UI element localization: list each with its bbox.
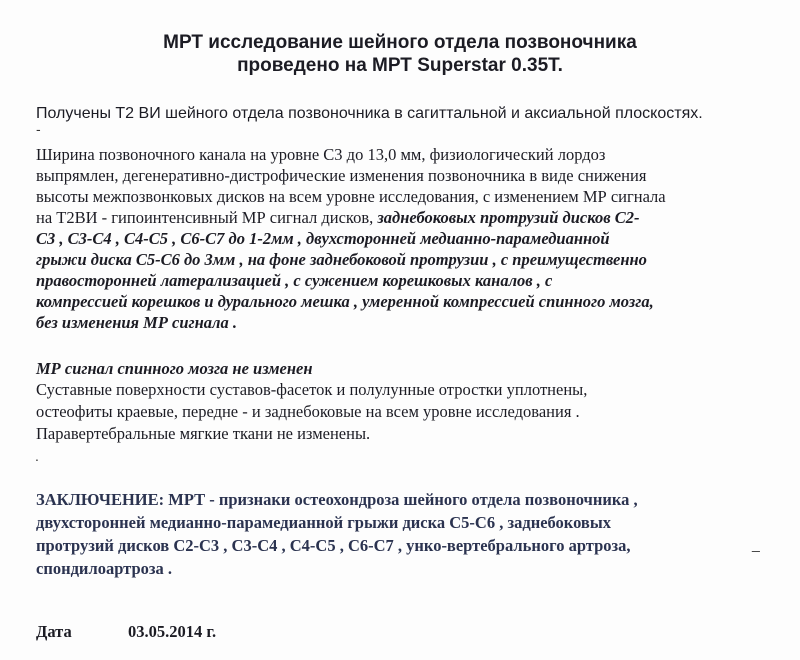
findings-line-2: выпрямлен, дегенеративно-дистрофические изменения позвоночника в виде снижения bbox=[36, 166, 647, 185]
findings-line-1: Ширина позвоночного канала на уровне С3 до 13,0 мм, физиологический лордоз bbox=[36, 145, 606, 164]
document-title-line-2: проведено на МРТ Superstar 0.35T. bbox=[237, 55, 563, 76]
spinal-line-3: Паравертебральные мягкие ткани не изменены. bbox=[36, 424, 371, 443]
conclusion-line-3: протрузий дисков С2-С3 , С3-С4 , С4-С5 , С6-С7 , унко-вертебрального артроза, bbox=[36, 536, 631, 555]
spinal-line-1: Суставные поверхности суставов-фасеток и полулунные отростки уплотнены, bbox=[36, 380, 588, 399]
findings-line-8: компрессией корешков и дурального мешка , умеренной компрессией спинного мозга, bbox=[36, 292, 654, 311]
conclusion-line-2: двухсторонней медианно-парамедианной грыжи диска С5-С6 , заднебоковых bbox=[36, 513, 611, 532]
findings-line-3: высоты межпозвонковых дисков на всем уровне исследования, с изменением МР сигнала bbox=[36, 187, 666, 206]
findings-line-6: грыжи диска С5-С6 до 3мм , на фоне заднебоковой протрузии , с преимущественно bbox=[36, 250, 647, 269]
conclusion-line-4: спондилоартроза . bbox=[36, 559, 173, 578]
stray-mark: - bbox=[36, 121, 41, 137]
document-title-line-1: МРТ исследование шейного отдела позвоночника bbox=[163, 32, 637, 53]
intro-text: Получены Т2 ВИ шейного отдела позвоночника в сагиттальной и аксиальной плоскостях. bbox=[36, 105, 703, 122]
findings-line-5: С3 , С3-С4 , С4-С5 , С6-С7 до 1-2мм , двухсторонней медианно-парамедианной bbox=[36, 229, 610, 248]
spinal-cord-heading: МР сигнал спинного мозга не изменен bbox=[36, 359, 313, 378]
spinal-line-2: остеофиты краевые, передне - и заднебоковые на всем уровне исследования . bbox=[36, 402, 580, 421]
date-value: 03.05.2014 г. bbox=[128, 622, 217, 641]
date-label: Дата bbox=[36, 622, 72, 641]
findings-line-7: правосторонней латерализацией , с сужением корешковых каналов , с bbox=[36, 271, 553, 290]
findings-line-4-bold: заднебоковых протрузий дисков С2- bbox=[377, 208, 640, 227]
findings-line-9: без изменения МР сигнала . bbox=[36, 313, 238, 332]
findings-line-4 bbox=[36, 208, 639, 228]
stray-dot: . bbox=[35, 448, 39, 464]
conclusion-line-1: ЗАКЛЮЧЕНИЕ: МРТ - признаки остеохондроза шейного отдела позвоночника , bbox=[36, 490, 638, 509]
findings-line-4-regular: на Т2ВИ - гипоинтенсивный МР сигнал дисков, bbox=[36, 208, 378, 227]
stray-dash: _ bbox=[752, 536, 760, 552]
